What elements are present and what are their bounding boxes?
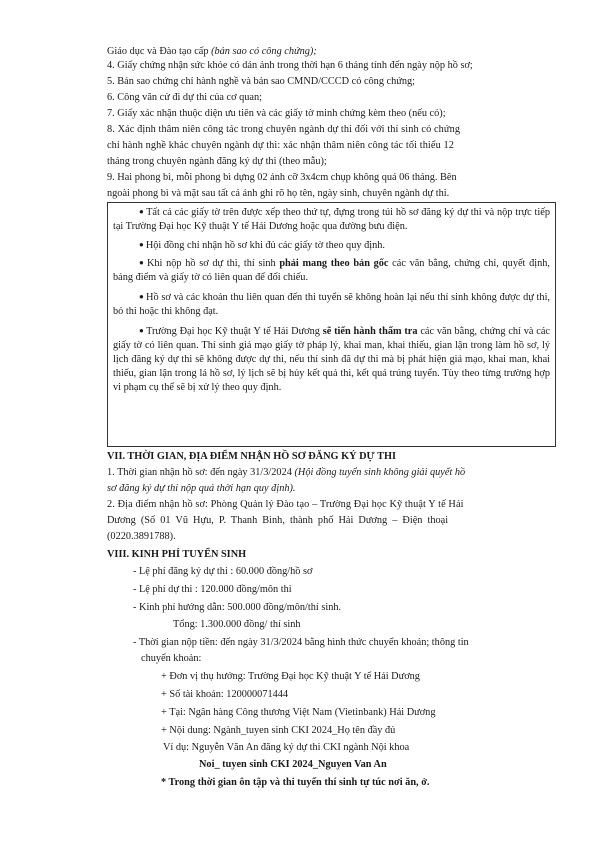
fee-registration: - Lệ phí đăng ký dự thi : 60.000 đồng/hồ sơ <box>133 566 313 577</box>
fee-guidance: - Kinh phí hướng dẫn: 500.000 đồng/môn/thí sinh. <box>133 602 342 613</box>
bank-content: + Nội dung: Ngành_tuyen sinh CKI 2024_Họ tên đầy đủ <box>161 725 396 736</box>
item-6: 6. Công văn cử đi dự thi của cơ quan; <box>107 92 263 103</box>
item-5: 5. Bản sao chứng chỉ hành nghề và bản sao CMND/CCCD có công chứng; <box>107 76 416 87</box>
fee-exam: - Lệ phí dự thi : 120.000 đồng/môn thi <box>133 584 292 595</box>
bank-account-number: + Số tài khoản: 120000071444 <box>161 689 289 700</box>
section-7-p2-line-2: Dương (Số 01 Vũ Hựu, P. Thanh Bình, thành phố Hải Dương – Điện thoại <box>107 515 449 526</box>
final-note: * Trong thời gian ôn tập và thi tuyển thí sinh tự túc nơi ăn, ở. <box>161 777 430 788</box>
bullet-icon: ● <box>139 326 145 335</box>
item-9-line-2: ngoài phong bì và mặt sau tất cả ảnh ghi rõ họ tên, ngày sinh, chuyên ngành dự thi. <box>107 188 450 199</box>
note-4 <box>113 290 550 319</box>
payment-line-2: chuyển khoản: <box>141 653 202 664</box>
note-2-text: Hội đồng chỉ nhận hồ sơ khi đủ các giấy tờ theo quy định. <box>145 240 385 251</box>
bank-beneficiary: + Đơn vị thụ hưởng: Trường Đại học Kỹ thuật Y tế Hải Dương <box>161 671 420 682</box>
bullet-icon: ● <box>139 258 145 267</box>
payment-line-1: - Thời gian nộp tiền: đến ngày 31/3/2024 bằng hình thức chuyển khoản; thông tin <box>133 637 469 648</box>
note-1-text: Tất cả các giấy tờ trên được xếp theo thứ tự, đựng trong túi hồ sơ đăng ký dự thi và nộp trực tiếp tại Trường Đại học Kỹ thuật Y tế Hải Dương hoặc qua đường bưu điện. <box>113 207 550 232</box>
section-7-p1-line-2: sơ đăng ký dự thi nộp quá thời hạn quy định). <box>107 483 296 494</box>
section-8-heading: VIII. KINH PHÍ TUYỂN SINH <box>107 549 247 560</box>
continued-italic: (bản sao có công chứng); <box>211 46 317 57</box>
bullet-icon: ● <box>139 292 145 301</box>
bullet-icon: ● <box>139 207 145 216</box>
note-5-bold: sẽ tiến hành thẩm tra <box>322 326 418 337</box>
bank-name: + Tại: Ngân hàng Công thương Việt Nam (Vietinbank) Hải Dương <box>161 707 436 718</box>
item-9-line-1: 9. Hai phong bì, mỗi phong bì dựng 02 ảnh cỡ 3x4cm chụp không quá 06 tháng. Bên <box>107 172 457 183</box>
section-7-heading: VII. THỜI GIAN, ĐỊA ĐIỂM NHẬN HỒ SƠ ĐĂNG KÝ DỰ THI <box>107 451 397 462</box>
bullet-icon: ● <box>139 240 144 249</box>
bank-example-code: Noi_ tuyen sinh CKI 2024_Nguyen Van An <box>199 759 387 770</box>
fee-total: Tổng: 1.300.000 đồng/ thí sinh <box>173 619 301 630</box>
section-7-p1-line-1: 1. Thời gian nhận hồ sơ: đến ngày 31/3/2024 (Hội đồng tuyển sinh không giải quyết hồ <box>107 467 466 478</box>
continued-text: Giáo dục và Đào tạo cấp <box>107 46 212 57</box>
item-8-line-1: 8. Xác định thâm niên công tác trong chuyên ngành dự thi đối với thí sinh có chứng <box>107 124 461 135</box>
note-1 <box>113 205 550 234</box>
item-4: 4. Giấy chứng nhận sức khỏe có dán ảnh trong thời hạn 6 tháng tính đến ngày nộp hồ sơ; <box>107 60 473 71</box>
bank-example: Ví dụ: Nguyễn Văn An đăng ký dự thi CKI ngành Nội khoa <box>163 742 410 753</box>
section-7-p2-line-3: (0220.3891788). <box>107 531 176 542</box>
note-2 <box>113 238 550 253</box>
section-7-p2-line-1: 2. Địa điểm nhận hồ sơ: Phòng Quản lý Đào tạo – Trường Đại học Kỹ thuật Y tế Hải <box>107 499 464 510</box>
item-8-line-3: tháng trong chuyên ngành đăng ký dự thi (theo mẫu); <box>107 156 327 167</box>
continued-line <box>107 45 317 59</box>
note-4-text: Hồ sơ và các khoản thu liên quan đến thi tuyển sẽ không hoàn lại nếu thí sinh không được dự thi, bỏ thi hoặc thi không đạt. <box>113 292 550 317</box>
note-5: ● Trường Đại học Kỹ thuật Y tế Hải Dương sẽ tiến hành thẩm tra các văn bằng, chứng chỉ và các giấy tờ có liên quan. Thí sinh giả mạo giấy tờ pháp lý, khai man, khai thiếu, gian lận trong làm hồ sơ, lý lịch đăng ký dự thi sẽ không được dự thi, nếu thí sinh đã dự thi mà bị phát hiện giả mạo, khai man, khai thiếu, gian lận trong lá hồ sơ, lý lịch sẽ bị hủy kết quả thi, kết quả trúng tuyển. Tùy theo từng trường hợp vi phạm cụ thể sẽ bị xử lý theo quy định. <box>113 326 550 393</box>
item-7: 7. Giấy xác nhận thuộc diện ưu tiên và các giấy tờ minh chứng kèm theo (nếu có); <box>107 108 446 119</box>
item-8-line-2: chỉ hành nghề khác chuyên ngành dự thi: xác nhận thâm niên công tác tối thiểu 12 <box>107 140 454 151</box>
note-3-bold: phải mang theo bản gốc <box>279 258 389 269</box>
note-3: ● Khi nộp hồ sơ dự thi, thí sinh phải mang theo bản gốc các văn bằng, chứng chỉ, quyết định, bảng điểm và giấy tờ có liên quan để đối chiếu. <box>113 258 550 283</box>
